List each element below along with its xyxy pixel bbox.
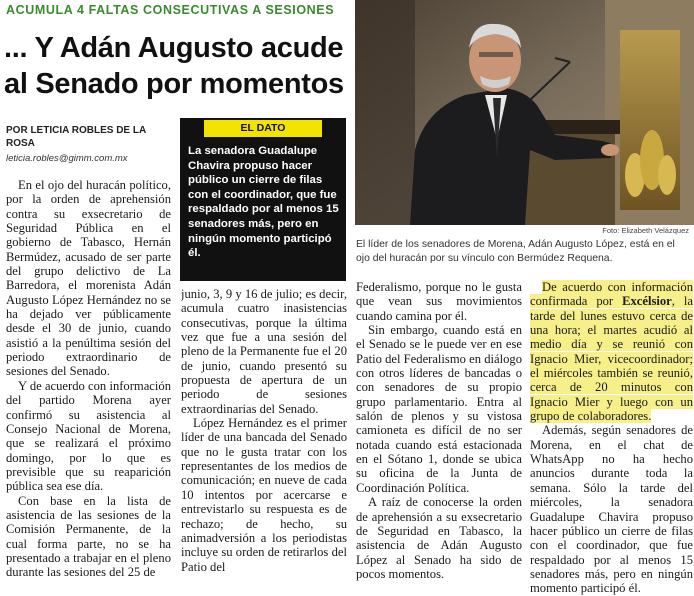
paragraph: Sin embargo, cuando está en el Senado se le puede ver en ese Patio del Federalismo en diálogo con otros líderes de bancadas o con senadores de su propio grupo parlamentario. Entra al salón de plenos y su vistosa camioneta es difícil de no ser notada cuando está estacionada en el Sótano 1, donde se ubica su oficina de la Junta de Coordinación Política. (356, 323, 522, 495)
paragraph: A raíz de conocerse la orden de aprehensión a su exsecretario de Seguridad en Tabasco, la asistencia de Adán Augusto López al Senado ha sido de pocos momentos. (356, 495, 522, 581)
highlight-text: De acuerdo con información confirmada por (530, 280, 693, 309)
paragraph: En el ojo del huracán político, por la orden de aprehensión contra su exsecretario de Seguridad Pública en el gobierno de Tabasco, Hernán Bermúdez, acusado de ser parte del grupo delictivo de La Barredora, el morenista Adán Augusto López Hernández no se ha dejado ver públicamente desde el 30 de junio, cuando asistió a la penúltima sesión del periodo extraordinario de sesiones del Senado. (6, 178, 171, 379)
el-dato-text: La senadora Guadalupe Chavira propuso hacer público un cierre de filas con el coordinador, que fue respaldado por al menos 15 senadores más, pero en ningún momento participó él. (188, 145, 339, 260)
article-column-2 (181, 287, 347, 596)
paragraph: Y de acuerdo con información del partido Morena ayer confirmó su asistencia al Consejo Nacional de Morena, que se realizará el próximo domingo, por lo que es previsible que su reaparición pública sea ese día. (6, 378, 171, 494)
paragraph: Federalismo, porque no le gusta que vean sus movimientos cuando camina por él. (356, 280, 522, 323)
paragraph: junio, 3, 9 y 16 de julio; es decir, acumula cuatro inasistencias consecutivas, porque la última vez que fue a una sesión del pleno de la Permanente fue el 20 de junio, cuando presentó su propuesta de apertura de un periodo de sesiones extraordinarias del Senado. (181, 287, 347, 416)
el-dato-title: EL DATO (204, 120, 322, 137)
headline: ... Y Adán Augusto acude al Senado por momentos (4, 32, 344, 100)
photo-credit: Foto: Elizabeth Velázquez (602, 226, 689, 235)
paragraph: Con base en la lista de asistencia de las sesiones de la Comisión Permanente, de la cual forma parte, no se ha presentado a trabajar en el pleno durante las sesiones del 25 de (6, 493, 171, 580)
photo-caption: El líder de los senadores de Morena, Adán Augusto López, está en el ojo del huracán por su vínculo con Bermúdez Requena. (356, 239, 675, 264)
newspaper-name: Excélsior (622, 294, 672, 309)
highlight-text: , la tarde del lunes estuvo cerca de una hora; el martes acudió al medio día y se reunió con Ignacio Mier, vicecoordinador; el miércoles también se reunió, cerca de 20 minutos con Ignacio Mier y luego con un grupo de colaboradores. (530, 294, 693, 424)
kicker: ACUMULA 4 FALTAS CONSECUTIVAS A SESIONES (6, 3, 335, 17)
byline: POR LETICIA ROBLES DE LA ROSA (6, 125, 146, 149)
article-column-1 (6, 178, 171, 596)
paragraph: Además, según senadores de Morena, en el chat de WhatsApp no ha hecho anuncios durante toda la semana. Sólo la tarde del miércoles, la senadora Guadalupe Chavira propuso hacer público un cierre de filas con el coordinador, que fue respaldado por al menos 15 senadores más, pero en ningún momento participó él. (530, 423, 693, 596)
el-dato-box (180, 118, 346, 281)
article-photo (355, 0, 694, 225)
article-column-3 (356, 280, 522, 596)
author-email[interactable]: leticia.robles@gimm.com.mx (6, 153, 128, 164)
senator-speaking-photo (355, 0, 694, 225)
paragraph: López Hernández es el primer líder de una bancada del Senado que no le gusta tratar con los representantes de los medios de comunicación; en nueve de cada 10 intentos por acercarse e entrevistarlo su respuesta es de rechazo; de hecho, su animadversión a los periodistas incluye su orden de retirarlos del Patio del (181, 416, 347, 574)
article-column-4 (530, 280, 693, 596)
highlighted-paragraph (530, 280, 693, 423)
